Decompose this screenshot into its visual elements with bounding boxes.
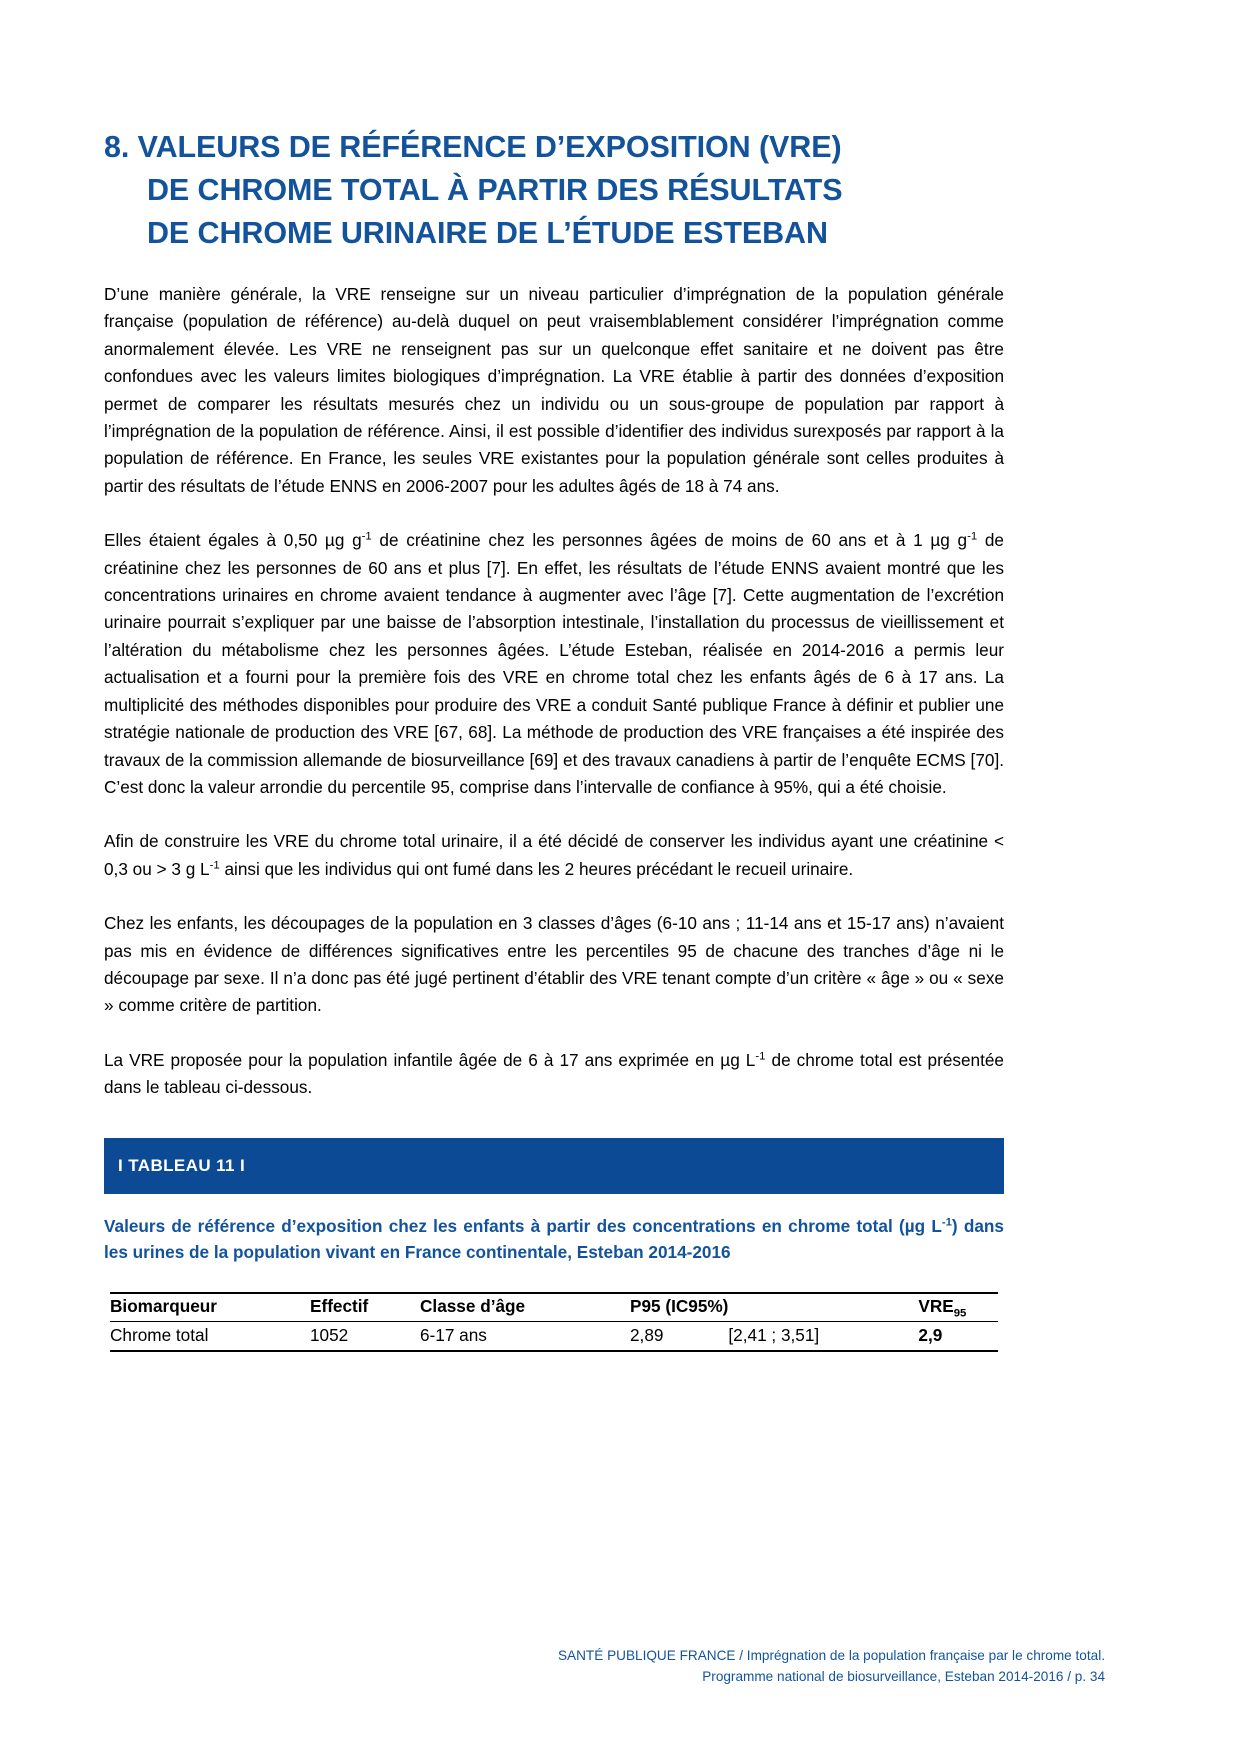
paragraph-construction-criteria-part-b: ainsi que les individus qui ont fumé dans les 2 heures précédant le recueil urinaire. (219, 858, 854, 879)
data-table-body (110, 1321, 998, 1351)
cell-biomarqueur: Chrome total (110, 1321, 310, 1351)
unit-exponent-2: -1 (967, 530, 978, 543)
table-block (104, 1138, 1004, 1352)
column-header-vre95 (918, 1293, 998, 1322)
table-banner-label: I TABLEAU 11 I (118, 1155, 246, 1175)
table-banner (104, 1138, 1004, 1194)
cell-vre95: 2,9 (918, 1321, 998, 1351)
paragraph-vre-definition: D’une manière générale, la VRE renseigne sur un niveau particulier d’imprégnation de la population générale française (population de référence) au-delà duquel on peut vraisemblablement considérer l’imprégnation comme anormalement élevée. Les VRE ne renseignent pas sur un quelconque effet sanitaire et ne doivent pas être confondues avec les valeurs limites biologiques d’imprégnation. La VRE établie à partir des données d’exposition permet de comparer les résultats mesurés chez un individu ou un sous-groupe de population par rapport à l’imprégnation de la population de référence. Ainsi, il est possible d’identifier des individus surexposés par rapport à la population de référence. En France, les seules VRE existantes pour la population générale sont celles produites à partir des résultats de l’étude ENNS en 2006-2007 pour les adultes âgés de 18 à 74 ans. (104, 284, 1004, 496)
table-header-row (110, 1293, 998, 1322)
unit-exponent-3: -1 (209, 858, 220, 871)
paragraph-enns-values (104, 527, 1004, 801)
footer-line-1: SANTÉ PUBLIQUE FRANCE / Imprégnation de la population française par le chrome total. (557, 1648, 1105, 1663)
paragraph-enns-values-part-a: Elles étaient égales à 0,50 µg g (104, 530, 362, 551)
table-row (110, 1321, 998, 1351)
column-header-p95: P95 (IC95%) (630, 1293, 728, 1322)
page-title-line-3: DE CHROME URINAIRE DE L’ÉTUDE ESTEBAN (147, 216, 828, 250)
paragraph-proposed-vre (104, 1047, 1004, 1102)
unit-exponent-1: -1 (361, 530, 372, 543)
cell-effectif: 1052 (310, 1321, 420, 1351)
paragraph-enns-values-part-b: de créatinine chez les personnes âgées de moins de 60 ans et à 1 µg g (371, 530, 968, 551)
cell-classe-age: 6-17 ans (420, 1321, 630, 1351)
caption-unit-exponent: -1 (941, 1215, 952, 1228)
column-header-effectif: Effectif (310, 1293, 420, 1322)
cell-ic95: [2,41 ; 3,51] (728, 1321, 918, 1351)
table-caption (104, 1213, 1004, 1266)
cell-p95: 2,89 (630, 1321, 728, 1351)
column-header-biomarqueur: Biomarqueur (110, 1293, 310, 1322)
paragraph-age-classes: Chez les enfants, les découpages de la population en 3 classes d’âges (6-10 ans ; 11-14 ans et 15-17 ans) n’avaient pas mis en évidence de différences significatives entre les percentiles 95 de chacune des tranches d’âge ni le découpage par sexe. Il n’a donc pas été jugé pertinent d’établir des VRE tenant compte d’un critère « âge » ou « sexe » comme critère de partition. (104, 913, 1004, 1016)
column-header-ic (728, 1293, 918, 1322)
page-title-line-1: 8. VALEURS DE RÉFÉRENCE D’EXPOSITION (VRE) (104, 130, 842, 164)
page-content (104, 126, 1004, 1352)
vre-data-table (110, 1292, 998, 1352)
page-title-line-2: DE CHROME TOTAL À PARTIR DES RÉSULTATS (147, 173, 843, 207)
paragraph-construction-criteria-part-a: Afin de construire les VRE du chrome total urinaire, il a été décidé de conserver les individus ayant une créatinine < 0,3 ou > 3 g L (104, 831, 1004, 879)
data-table-head (110, 1293, 998, 1322)
paragraph-proposed-vre-part-a: La VRE proposée pour la population infantile âgée de 6 à 17 ans exprimée en µg L (104, 1049, 756, 1070)
column-header-classe-age: Classe d’âge (420, 1293, 630, 1322)
page-title (104, 126, 1004, 255)
paragraph-proposed-vre-part-b: de chrome total est présentée dans le tableau ci-dessous. (104, 1049, 1004, 1098)
paragraph-enns-values-part-c: de créatinine chez les personnes de 60 ans et plus [7]. En effet, les résultats de l’étude ENNS avaient montré que les concentrations urinaires en chrome avaient tendance à augmenter avec l’âge [7]. Cette augmentation de l’excrétion urinaire pourrait s’expliquer par une baisse de l’absorption intestinale, l’installation du processus de vieillissement et l’altération du métabolisme chez les personnes âgées. L’étude Esteban, réalisée en 2014-2016 a permis leur actualisation et a fourni pour la première fois des VRE en chrome total chez les enfants âgés de 6 à 17 ans. La multiplicité des méthodes disponibles pour produire des VRE a conduit Santé publique France à définir et publier une stratégie nationale de production des VRE [67, 68]. La méthode de production des VRE françaises a été inspirée des travaux de la commission allemande de biosurveillance [69] et des travaux canadiens à partir de l’enquête ECMS [70]. C’est donc la valeur arrondie du percentile 95, comprise dans l’intervalle de confiance à 95%, qui a été choisie. (104, 530, 1004, 797)
paragraph-construction-criteria (104, 828, 1004, 883)
footer-line-2: Programme national de biosurveillance, Esteban 2014-2016 / p. 34 (702, 1669, 1105, 1684)
table-caption-part-b: ) dans les urines de la population vivant en France continentale, Esteban 2014-2016 (104, 1215, 1004, 1263)
column-header-vre-main: VRE (918, 1295, 954, 1316)
page-footer (0, 1645, 1241, 1687)
table-caption-part-a: Valeurs de référence d’exposition chez les enfants à partir des concentrations en chrome total (µg L (104, 1215, 942, 1236)
unit-exponent-4: -1 (755, 1050, 766, 1063)
column-header-vre-subscript: 95 (953, 1307, 967, 1319)
data-table-wrapper (104, 1292, 1004, 1352)
